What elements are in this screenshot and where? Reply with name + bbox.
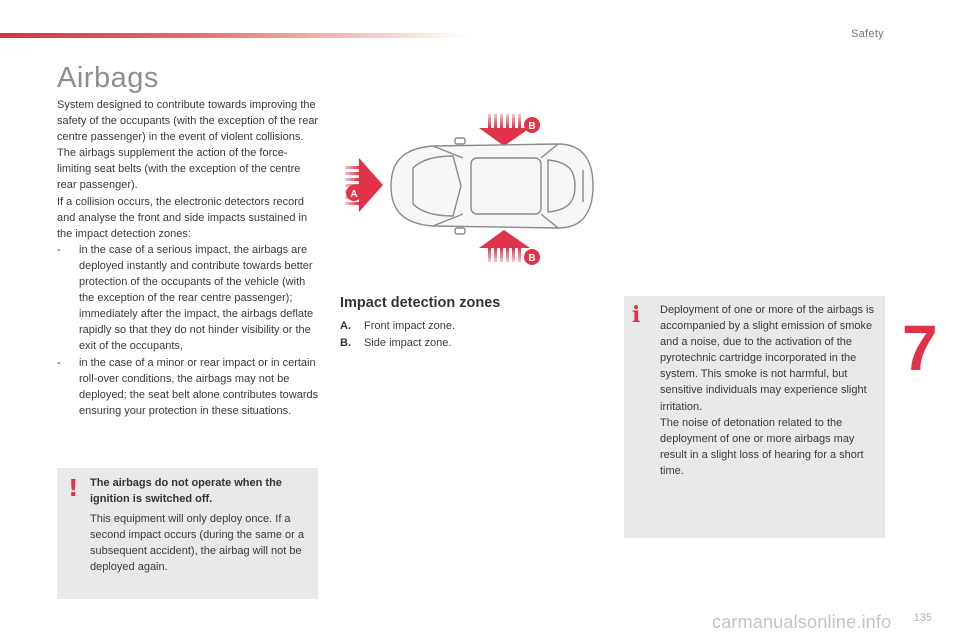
intro-text — [57, 97, 319, 419]
chapter-number: 7 — [902, 312, 938, 384]
zone-description: Front impact zone. — [364, 320, 456, 332]
side-impact-arrow-bottom — [479, 230, 530, 262]
warning-box — [57, 468, 318, 599]
bullet-dash: - — [57, 356, 61, 369]
zone-label-a — [346, 185, 362, 201]
page-title: Airbags — [57, 62, 159, 94]
info-text — [660, 302, 882, 479]
bullet-text: in the case of a minor or rear impact or in certain roll-over conditions, the airbags may not be deployed; the seat belt alone contributes towards ensuring your protection in these situations. — [79, 356, 319, 417]
intro-paragraph: If a collision occurs, the electronic detectors record and analyse the front and side impacts sustained in the impact detection zones: — [57, 195, 308, 240]
zone-letter: B. — [340, 336, 351, 349]
bullet-text: in the case of a serious impact, the airbags are deployed instantly and contribute towards better protection of the occupants of the vehicle (with the exception of the rear centre passenger); immediately after the impact, the airbags deflate rapidly so that they do not hinder visibility or the exit of the occupants, — [79, 243, 314, 353]
list-item — [340, 318, 455, 335]
bullet-dash: - — [57, 243, 61, 256]
list-item — [57, 355, 319, 419]
zone-label-b-top — [524, 117, 540, 133]
zone-letter: A — [350, 189, 358, 200]
zone-description: Side impact zone. — [364, 336, 452, 349]
header-accent-bar — [0, 33, 470, 38]
info-icon: i — [632, 302, 641, 328]
list-item — [57, 242, 319, 355]
front-impact-arrow — [345, 158, 383, 212]
zone-label-b-bottom — [524, 249, 540, 265]
watermark: carmanualsonline.info — [712, 612, 892, 632]
zone-letter: A. — [340, 320, 351, 332]
intro-paragraph: System designed to contribute towards improving the safety of the occupants (with the exception of the rear centre passenger) in the event of violent collisions. The airbags supplement the action of the force-limiting seat belts (with the exception of the centre rear passenger). — [57, 99, 319, 192]
section-title: Safety — [851, 28, 884, 40]
info-paragraph: The noise of detonation related to the deployment of one or more airbags may result in a slight loss of hearing for a short time. — [660, 416, 864, 477]
info-box — [624, 296, 885, 538]
warning-text: This equipment will only deploy once. If a second impact occurs (during the same or a subsequent accident), the airbag will not be deployed again. — [90, 513, 304, 573]
impact-zones-list — [340, 318, 455, 351]
car-outline — [391, 138, 593, 234]
zone-letter: B — [528, 253, 536, 264]
list-item — [340, 335, 455, 352]
side-impact-arrow-top — [479, 114, 530, 146]
zone-letter: B — [528, 121, 536, 132]
impact-zones-diagram — [343, 108, 603, 268]
warning-bold-text: The airbags do not operate when the ignition is switched off. — [90, 477, 282, 505]
page-number: 135 — [913, 612, 932, 624]
exclamation-icon: ! — [68, 476, 79, 502]
info-paragraph: Deployment of one or more of the airbags is accompanied by a slight emission of smoke and a noise, due to the activation of the pyrotechnic cartridge incorporated in the system. This smoke is not harmful, but sensitive individuals may experience slight irritation. — [660, 304, 875, 413]
impact-zones-heading: Impact detection zones — [340, 295, 501, 311]
